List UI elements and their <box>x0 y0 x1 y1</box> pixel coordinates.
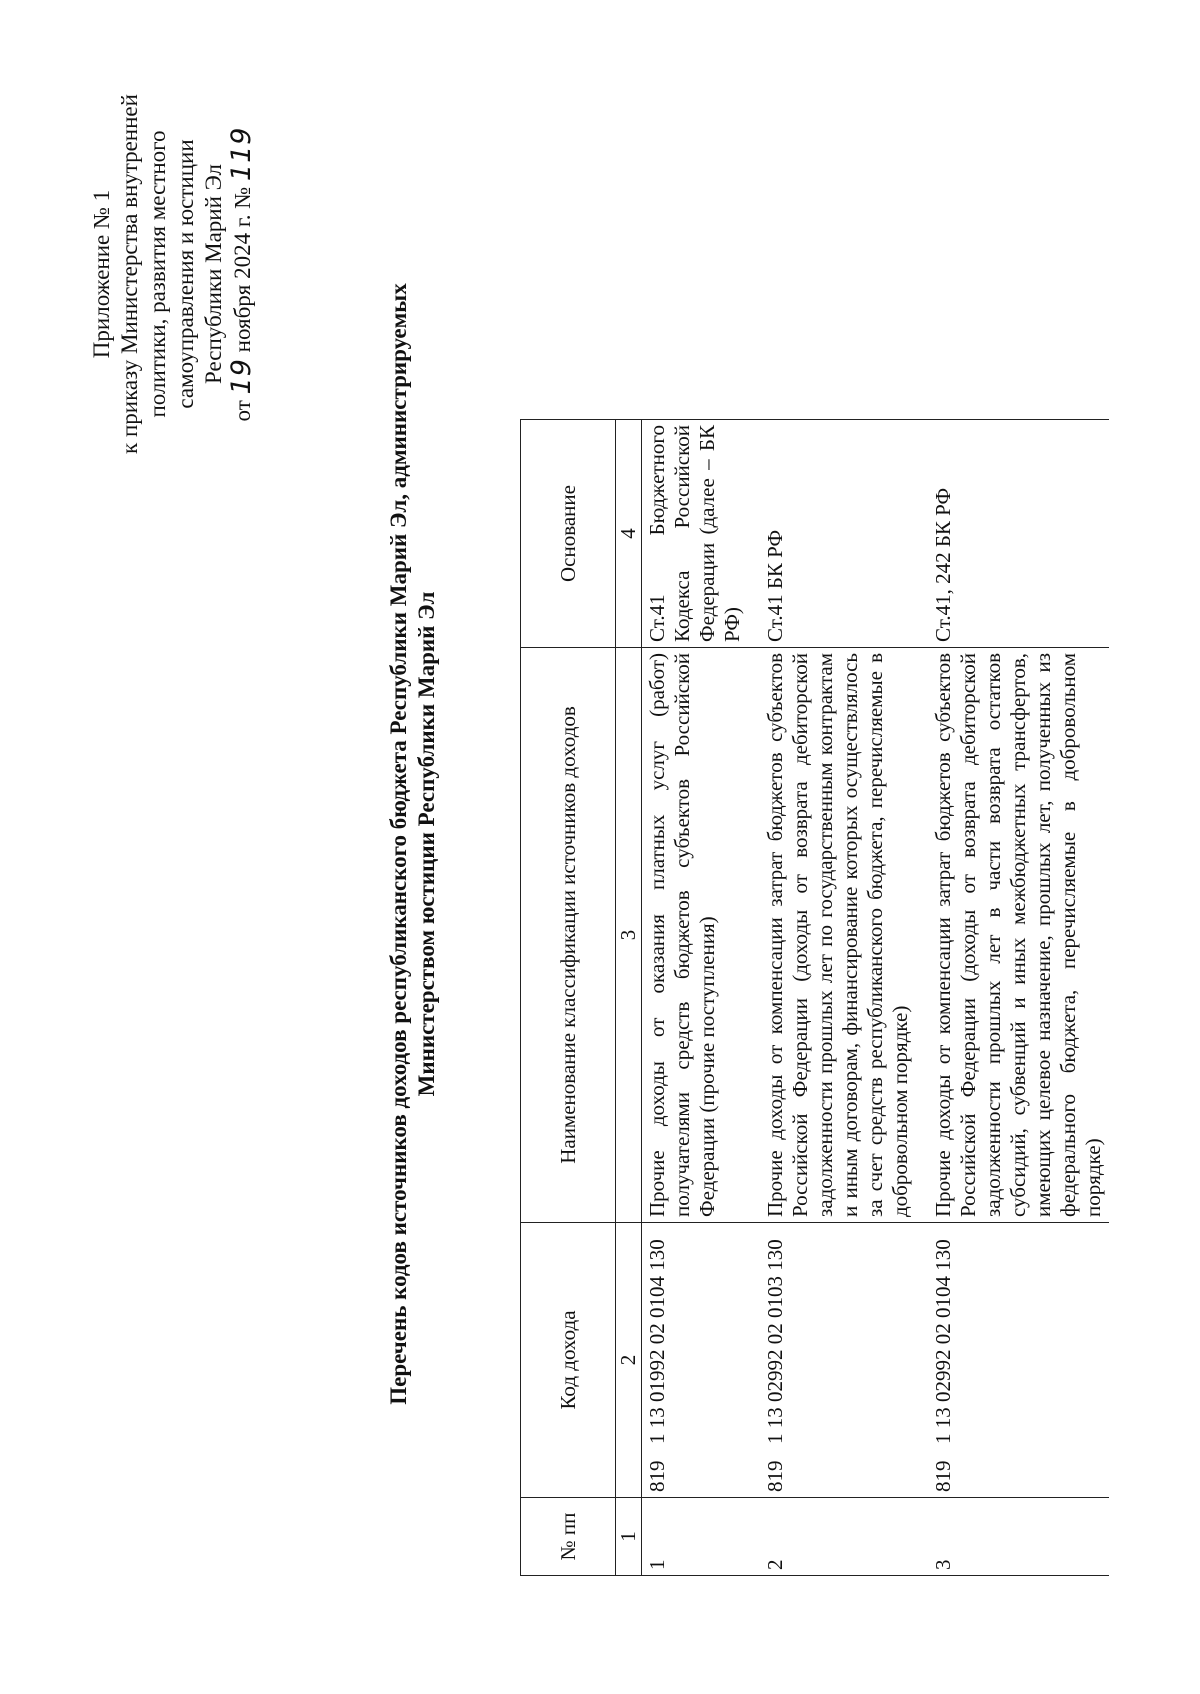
title-line-1: Перечень кодов источников доходов республиканского бюджета Республики Марий Эл, администрируемых <box>386 283 411 1405</box>
col-number-1: 1 <box>616 1498 642 1576</box>
admin-code: 819 <box>931 1460 955 1492</box>
document-title <box>385 94 441 1594</box>
col-number-3: 3 <box>616 648 642 1223</box>
income-codes-table <box>520 419 1109 1576</box>
header-basis: Основание <box>521 420 616 648</box>
row-spacer <box>748 420 760 1576</box>
admin-code: 819 <box>645 1460 669 1492</box>
table-row <box>760 420 916 1576</box>
col-number-2: 2 <box>616 1223 642 1498</box>
row-name: Прочие доходы от компенсации затрат бюджетов субъектов Российской Федерации (доходы от возврата дебиторской задолженности прошлых лет в части возврата остатков субсидий, субвенций и иных межбюджетных трансфертов, имеющих целевое назначение, прошлых лет, полученных из федерального бюджета, перечисляемые в добровольном порядке) <box>928 648 1109 1223</box>
row-basis: Ст.41, 242 БК РФ <box>928 420 1109 648</box>
handwritten-day: 19 <box>226 358 257 395</box>
admin-code: 819 <box>763 1460 787 1492</box>
income-code: 1 13 02992 02 0104 130 <box>931 1239 955 1444</box>
handwritten-order-number: 119 <box>226 126 257 182</box>
row-code-cell <box>928 1223 1109 1498</box>
header-no: № пп <box>521 1498 616 1576</box>
ministry-line-1: политики, развития местного <box>145 130 170 418</box>
title-line-2: Министерством юстиции Республики Марий Эл <box>414 591 439 1097</box>
header-name: Наименование классификации источников доходов <box>521 648 616 1223</box>
row-no: 2 <box>760 1498 916 1576</box>
approval-block <box>88 94 257 454</box>
row-code-cell <box>760 1223 916 1498</box>
ministry-line-2: самоуправления и юстиции <box>173 139 198 409</box>
table-header-row <box>521 420 616 1576</box>
col-number-4: 4 <box>616 420 642 648</box>
income-code: 1 13 01992 02 0104 130 <box>645 1239 669 1444</box>
order-date-line <box>228 94 257 454</box>
appendix-label: Приложение № 1 <box>89 189 114 359</box>
republic-line: Республики Марий Эл <box>201 163 226 385</box>
row-basis: Ст.41 Бюджетного Кодекса Российской Федерации (далее – БК РФ) <box>642 420 749 648</box>
row-name: Прочие доходы от компенсации затрат бюджетов субъектов Российской Федерации (доходы от возврата дебиторской задолженности прошлых лет по государственным контрактам и иным договорам, финансирование которых осуществлялось за счет средств республиканского бюджета, перечисляемые в добровольном порядке) <box>760 648 916 1223</box>
table-row <box>928 420 1109 1576</box>
date-prefix: от <box>230 400 255 422</box>
row-no: 1 <box>642 1498 749 1576</box>
order-ref-line: к приказу Министерства внутренней <box>117 94 142 454</box>
column-number-row <box>616 420 642 1576</box>
table-row <box>642 420 749 1576</box>
row-no: 3 <box>928 1498 1109 1576</box>
date-rest: ноября 2024 г. № <box>230 186 255 353</box>
row-code-cell <box>642 1223 749 1498</box>
row-name: Прочие доходы от оказания платных услуг (работ) получателями средств бюджетов субъектов Российской Федерации (прочие поступления) <box>642 648 749 1223</box>
row-basis: Ст.41 БК РФ <box>760 420 916 648</box>
header-code: Код дохода <box>521 1223 616 1498</box>
income-code: 1 13 02992 02 0103 130 <box>763 1239 787 1444</box>
row-spacer <box>916 420 928 1576</box>
